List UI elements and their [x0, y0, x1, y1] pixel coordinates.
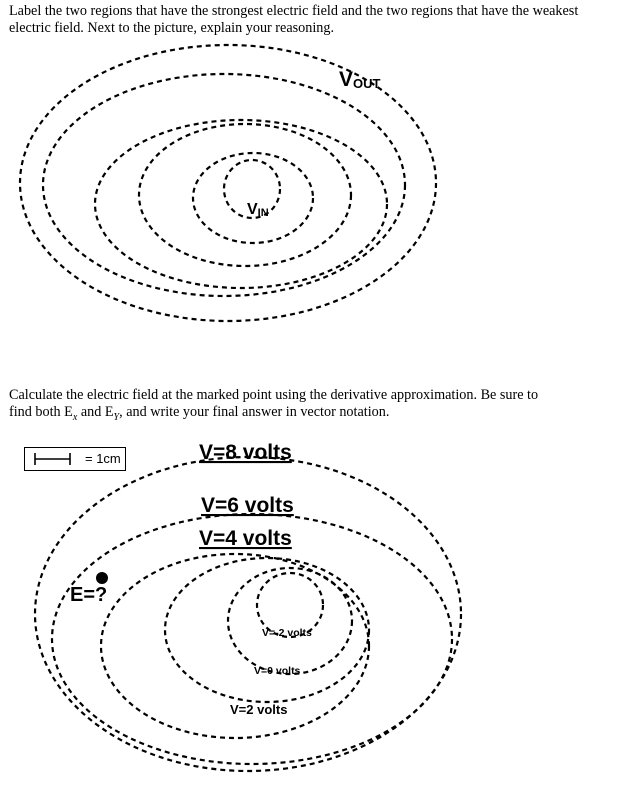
scale-label: = 1cm [85, 451, 121, 466]
v8-label: V=8 volts [199, 441, 292, 464]
d1-ring-4 [139, 124, 351, 266]
scale-box [24, 447, 126, 471]
v-out-label: VOUT [339, 68, 381, 91]
question-1-text: Label the two regions that have the strongest electric field and the two regions that have the weakest electric field. Next to the picture, explain your reasoning. [9, 3, 579, 36]
vneg2-label: V=-2 volts [262, 627, 312, 639]
v2-label: V=2 volts [230, 702, 288, 717]
question-2-line-2b: and E [77, 404, 114, 420]
field-label: E=? [70, 584, 108, 606]
v4-label: V=4 volts [199, 527, 292, 550]
ey-subscript: Y [113, 411, 120, 423]
d2-ring-v6 [52, 514, 452, 764]
question-2-line-2c: , and write your final answer in vector notation. [119, 404, 390, 420]
v6-label: V=6 volts [201, 494, 294, 517]
v-in-label: VIN [247, 201, 269, 219]
question-2-line-2a: find both E [9, 404, 73, 420]
v0-label: V=0 volts [254, 665, 301, 677]
marked-point [96, 572, 108, 584]
d2-ring-v0 [228, 568, 352, 674]
ex-subscript: x [72, 411, 78, 423]
question-2-line-1: Calculate the electric field at the marked point using the derivative approximation. Be sure to [9, 387, 539, 403]
d1-ring-5 [193, 153, 313, 243]
